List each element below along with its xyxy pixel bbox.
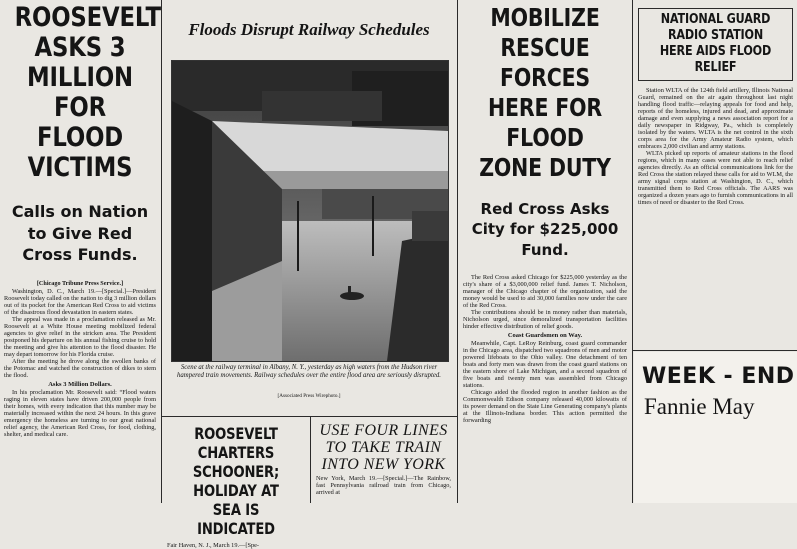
advertisement-fannie-may bbox=[634, 352, 797, 503]
ad-week-end: WEEK - END bbox=[642, 364, 795, 389]
headline-national-guard: NATIONAL GUARD RADIO STATION HERE AIDS FLOOD RELIEF bbox=[659, 12, 772, 75]
paragraph: The Red Cross asked Chicago for $225,000 yesterday as the city's share of a $3,000,000 relief fund. James T. Nicholson, manager of the Chicago chapter of the organization, said the money would be used to aid 30,000 families now under the care of the Red Cross. bbox=[463, 273, 627, 309]
paragraph: The contributions should be in money rather than materials, Nicholson urged, since demoralized transportation facilities hinder effective distribution of relief goods. bbox=[463, 308, 627, 330]
paragraph: The appeal was made in a proclamation released as Mr. Roosevelt at a White House meeting mobilized federal agencies to give relief in the stricken area. The President postponed his departure on his annual fishing cruise to hold the meeting and give his attention to the flood disaster. He may depart tomorrow for his Florida cruise. bbox=[4, 315, 156, 358]
article-body: Fair Haven, N. J., March 19.—[Spe- bbox=[167, 542, 259, 549]
article-body bbox=[463, 274, 627, 424]
photo-feature bbox=[163, 0, 455, 416]
paragraph: In his proclamation Mr. Roosevelt said: “Flood waters raging in eleven states have driven 200,000 people from their homes, with every indication that this number may be materially increased within the next 24 hours. In this grave emergency the homeless are turning to our great national relief agency, the American Red Cross, for food, clothing, shelter, and medical care. bbox=[4, 388, 156, 438]
headline-use-four-lines: USE FOUR LINES TO TAKE TRAIN INTO NEW YORK bbox=[319, 422, 448, 473]
photo-title: Floods Disrupt Railway Schedules bbox=[188, 20, 430, 39]
article-national-guard-radio bbox=[634, 0, 797, 350]
paragraph: Washington, D. C., March 19.—[Special.]—President Roosevelt today called on the nation to dig 3 million dollars out of its pocket for the American Red Cross to aid victims of the disastrous flood devastation in eastern states. bbox=[4, 287, 156, 316]
subhead-asks-3-million: Asks 3 Million Dollars. bbox=[48, 380, 112, 388]
ad-fannie-may: Fannie May bbox=[644, 394, 755, 419]
article-body bbox=[4, 288, 156, 438]
article-body bbox=[638, 87, 793, 206]
photo-caption: Scene at the railway terminal in Albany, N. Y., yesterday as high waters from the Hudson river hampered train movements. Railway schedules over the entire flood area are seriously disrupted. bbox=[176, 364, 442, 379]
headline-roosevelt-charters: ROOSEVELT CHARTERS SCHOONER; HOLIDAY AT SEA IS INDICATED bbox=[192, 424, 280, 538]
headline-mobilize-rescue: MOBILIZE RESCUE FORCES HERE FOR FLOOD ZONE DUTY bbox=[479, 3, 611, 182]
paragraph: After the meeting he drove along the swollen banks of the Potomac and watched the construction of dikes to stem the flood. bbox=[4, 357, 156, 379]
paragraph: Station WLTA of the 124th field artillery, Illinois National Guard, remained on the air again throughout last night handling flood traffic—relaying appeals for food and help, reports of the homeless, injured and dead, and approximate damage and even supplying a news association report for a daily newspaper in Ridgway, Pa., which is completely isolated by the waters. WLTA is the net control in the sixth corps area for the Army Amateur Radio system, which embraces 2,000 civilian and army stations. bbox=[638, 87, 793, 150]
paragraph: Meanwhile, Capt. LeRoy Reinburg, coast guard commander in the Chicago area, dispatched two squadrons of men and motor powered lifeboats to the Ohio valley. One detachment of ten boats and forty men was drawn from the coast guard stations on the eastern shore of Lake Michigan, and a second squadron of five boats and twenty men was assembled from Chicago stations. bbox=[463, 339, 627, 389]
paragraph: WLTA picked up reports of amateur stations in the flood regions, which in many cases were not able to reach relief agencies directly. As an official communications link for the Red Cross the station relayed these calls for aid to WLM, the army signal corps station at Washington, D. C., which transmitted them to Red Cross officials. The AARS was organized a dozen years ago to furnish communications in all times of need or disaster to the Red Cross. bbox=[638, 150, 793, 206]
article-body: New York, March 19.—[Special.]—The Rainbow, fast Pennsylvania railroad train from Chicago, arrived at bbox=[316, 475, 451, 496]
article-roosevelt-asks bbox=[0, 0, 160, 503]
credit-tribune: [Chicago Tribune Press Service.] bbox=[36, 279, 124, 287]
headline-roosevelt-asks: ROOSEVELT ASKS 3 MILLION FOR FLOOD VICTIMS bbox=[14, 2, 161, 183]
railway-terminal-image bbox=[172, 61, 448, 361]
subhead-coast-guardsmen: Coast Guardsmen on Way. bbox=[507, 331, 583, 339]
deck-red-cross-asks: Red Cross Asks City for $225,000 Fund. bbox=[471, 200, 619, 259]
deck-calls-on-nation: Calls on Nation to Give Red Cross Funds. bbox=[11, 202, 149, 265]
flood-railway-photo bbox=[171, 60, 449, 362]
photo-credit: [Associated Press Wirephoto.] bbox=[277, 393, 341, 399]
headline-box bbox=[638, 8, 793, 81]
article-roosevelt-charters bbox=[163, 418, 309, 549]
paragraph: Chicago aided the flooded region in another fashion as the Commonwealth Edison company released 40,000 kilowatts of its power demand on the State Line Generating company's plants at the Illinois-Indiana border. This action permitted the forwarding bbox=[463, 388, 627, 424]
article-use-four-lines bbox=[312, 418, 455, 503]
article-mobilize-rescue bbox=[459, 0, 631, 503]
